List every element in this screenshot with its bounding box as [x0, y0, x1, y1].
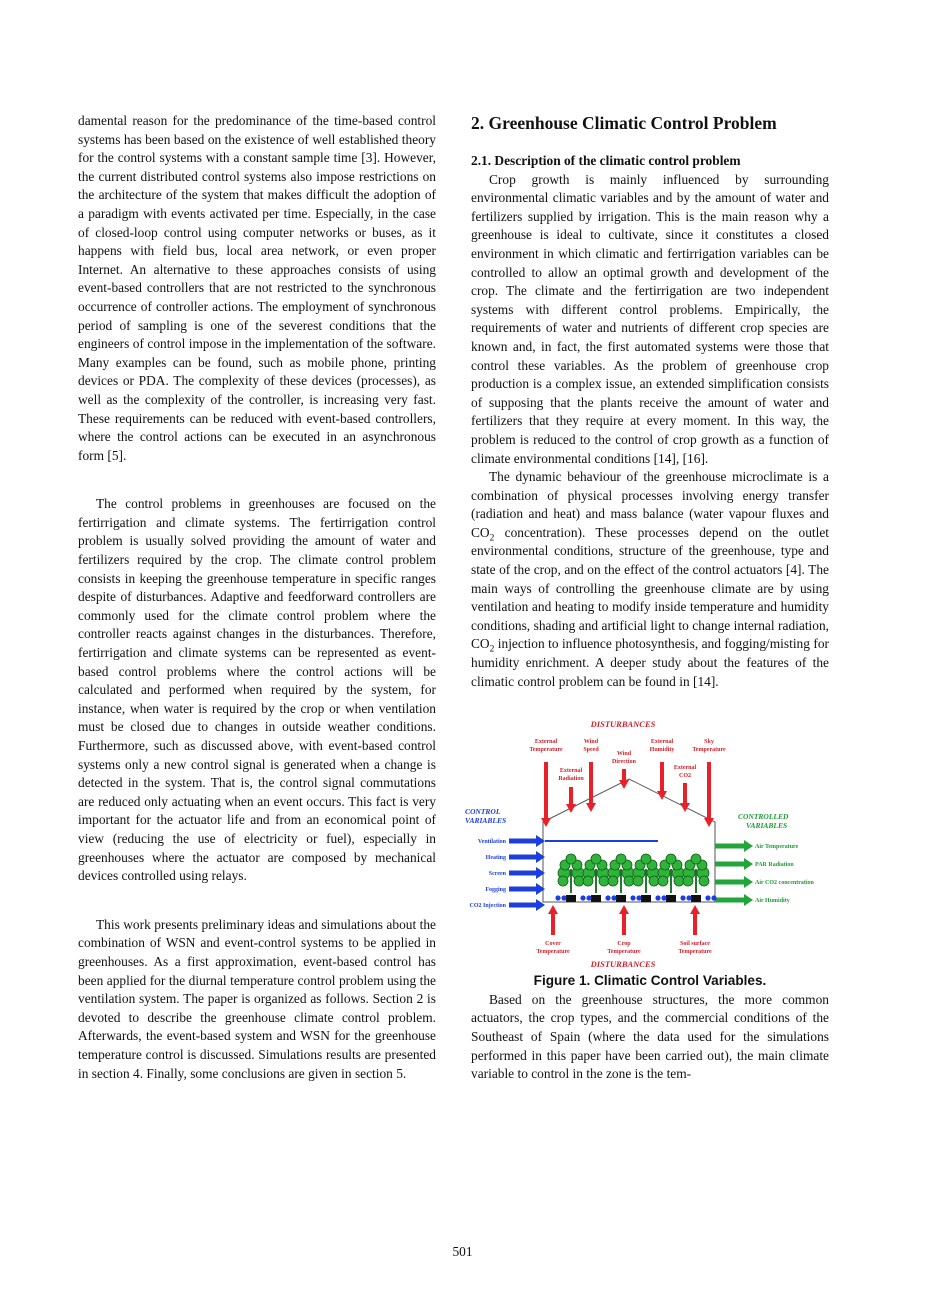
right-paragraph-3: Based on the greenhouse structures, the more common actuators, the crop types, and the commercial conditions of the Southeast of Spain (where the data used for the simulations performed in this paper have been carried out), the main climate variable to control in the zone is the tem-: [471, 991, 829, 1082]
figure-caption: Figure 1. Climatic Control Variables.: [533, 973, 767, 989]
subsection-title: 2.1. Description of the climatic control problem: [471, 153, 741, 168]
soil-dot-b-1: [586, 896, 591, 901]
arrow-soil-temperature-head: [690, 905, 700, 914]
soil-dot-b-3: [636, 896, 641, 901]
arrow-crop-temperature-head: [619, 905, 629, 914]
right-column: [465, 112, 829, 1084]
plant-pot-1: [591, 895, 601, 902]
plant-0-leaf-4: [566, 854, 576, 864]
plant-3-leaf-6: [649, 876, 659, 886]
page-number: 501: [452, 1244, 473, 1259]
plant-3-leaf-5: [633, 876, 643, 886]
plant-4-leaf-5: [658, 876, 668, 886]
input-label-1: Heating: [485, 855, 506, 862]
section-title: 2. Greenhouse Climatic Control Problem: [471, 113, 777, 133]
soil-dot-b-2: [611, 896, 616, 901]
top-label-2-line2: Direction: [612, 759, 636, 766]
output-label-3: Air Humidity: [755, 898, 790, 905]
soil-dot-0: [555, 896, 560, 901]
soil-dot-2: [605, 896, 610, 901]
top-label-0-line2: Temperature: [529, 747, 563, 754]
plant-1-leaf-4: [591, 854, 601, 864]
bottom-label-0-line2: Temperature: [536, 949, 570, 956]
mid-label-co2-line2: CO2: [679, 773, 691, 780]
output-arrow-3-head: [744, 894, 753, 906]
soil-dot-4: [655, 896, 660, 901]
plant-5-leaf-6: [699, 876, 709, 886]
controlled-variables-label: CONTROLLED: [738, 812, 789, 822]
plant-1-leaf-6: [599, 876, 609, 886]
left-paragraph-3: This work presents preliminary ideas and simulations about the combination of WSN and event-control systems to be applied in greenhouses. As a first approximation, event-based control has been applied for the diurnal temperature control problem using the ventilation system. The paper is organized as follows. Section 2 is devoted to describe the greenhouse climate control problem. Afterwards, the event-based system and WSN for the greenhouse temperature control is discussed. Simulations results are presented in section 4. Finally, some conclusions are given in section 5.: [78, 916, 436, 1081]
bottom-label-0: Cover: [545, 941, 561, 948]
plant-0-leaf-6: [574, 876, 584, 886]
plant-3-leaf-4: [641, 854, 651, 864]
plant-pot-0: [566, 895, 576, 902]
soil-dot-1: [580, 896, 585, 901]
left-paragraph-1: damental reason for the predominance of the time-based control systems has been based on the existence of well established theory for the control systems with a constant sample time [3]. However, the current distributed control systems also impose restrictions on the architecture of the system that makes difficult the adoption of a paradigm with events activated per time. Especially, in the case of closed-loop control using computer networks or buses, as it happens with field bus, local area network, or even proper Internet. An alternative to these approaches consists of using event-based controllers that are not restricted to the synchronous occurrence of controller actions. The employment of synchronous period of sampling is one of the severest conditions that the engineers of control impose in the implementation of the software. Many examples can be found, such as mobile phone, printing devices or PDA. The complexity of these devices (processes), as well as the complexity of the controller, is increasing very fast. These requirements can be reduced with event-based controllers, where the control actions can be executed in an asynchronous form [5].: [78, 113, 436, 463]
left-column: [78, 112, 436, 1083]
bottom-label-1-line2: Temperature: [607, 949, 641, 956]
bottom-label-1: Crop: [617, 941, 631, 948]
controlled-variables-label-line2: VARIABLES: [746, 821, 788, 831]
top-label-3-line2: Humidity: [649, 747, 675, 754]
arrow-cover-temperature-head: [548, 905, 558, 914]
plant-2-leaf-6: [624, 876, 634, 886]
soil-dot-b-0: [561, 896, 566, 901]
output-label-0: Air Temperature: [755, 844, 799, 851]
plant-pot-3: [641, 895, 651, 902]
greenhouse-diagram: [463, 717, 833, 972]
input-label-3: Fogging: [485, 887, 506, 894]
soil-dot-6: [705, 896, 710, 901]
plant-4-leaf-6: [674, 876, 684, 886]
plant-pot-2: [616, 895, 626, 902]
plant-5-leaf-4: [691, 854, 701, 864]
bottom-label-2-line2: Temperature: [678, 949, 712, 956]
mid-label-radiation-line2: Radiation: [558, 776, 584, 783]
plant-2-leaf-4: [616, 854, 626, 864]
right-paragraph-2: The dynamic behaviour of the greenhouse microclimate is a combination of physical processes involving energy transfer (radiation and heat) and mass balance (water vapour fluxes and $CO_2$ concentration). These processes depend on the outlet environmental conditions, structure of the greenhouse, type and state of the crop, and on the effect of the control actuators [4]. The main ways of controlling the greenhouse climate are by using ventilation and heating to modify inside temperature and humidity conditions, shading and artificial light to change internal radiation, $CO_2$ injection to influence photosynthesis, and fogging/misting for humidity enrichment. A deeper study about the features of the climatic control problem can be found in [14].: [471, 469, 829, 689]
top-label-4: Sky: [704, 739, 714, 746]
soil-dot-3: [630, 896, 635, 901]
control-variables-label: CONTROL: [465, 807, 501, 817]
right-paragraph-1: Crop growth is mainly influenced by surrounding environmental climatic variables and by the amount of water and fertilizers supplied by irrigation. This is the main reason why a greenhouse is ideal to cultivate, since it constitutes a closed environment in which climatic and fertirrigation variables can be controlled to allow an optimal growth and development of the crop. The climate and the fertirrigation are two independent systems with different control problems. Empirically, the requirements of water and nutrients of different crop species are known and, in fact, the first automated systems were those that control these variables. As the problem of greenhouse crop production is a complex issue, an extended simplification consists of supposing that the plants receive the amount of water and fertilizers that they require at every moment. In this way, the problem is reduced to the control of crop growth as a function of climate environmental conditions [14], [16].: [471, 171, 829, 466]
soil-dot-b-5: [686, 896, 691, 901]
left-paragraph-2: The control problems in greenhouses are focused on the fertirrigation and climate systems. The fertirrigation control problem is usually solved providing the amount of water and fertilizers required by the crop. The climate control problem consists in keeping the greenhouse temperature in specific ranges despite of disturbances. Adaptive and feedforward controllers are commonly used for the climate control problem where the controller reacts against changes in the disturbances. Therefore, fertirrigation and climate systems can be represented as event-based control problems where the control actions will be calculated and performed when required by the system, for instance, when water is required by the crop or when ventilation must be closed due to changes in outside weather conditions. Furthermore, such as discussed above, with event-based control systems only a new control signal is generated when a change is detected in the system. That is, the control signal commutations are reduced only actuating when an event occurs. This fact is very important for the actuator life and from an economical point of view (reducing the use of electricity or fuel), especially in greenhouses where the actuator are composed by mechanical devices controlled using relays.: [78, 496, 436, 884]
output-label-1: PAR Radiation: [755, 862, 794, 869]
top-label-1-line2: Speed: [583, 747, 599, 754]
soil-dot-5: [680, 896, 685, 901]
disturbances-top-label: DISTURBANCES: [590, 719, 656, 730]
plant-pot-4: [666, 895, 676, 902]
top-label-3: External: [650, 739, 674, 746]
soil-dot-b-6: [711, 896, 716, 901]
input-label-0: Ventilation: [477, 839, 506, 846]
climatic-control-figure: [465, 717, 829, 972]
output-arrow-2-head: [744, 876, 753, 888]
top-label-2: Wind: [616, 751, 632, 758]
top-label-1: Wind: [583, 739, 599, 746]
plant-1-leaf-5: [583, 876, 593, 886]
plant-5-leaf-5: [683, 876, 693, 886]
output-arrow-0-head: [744, 840, 753, 852]
top-label-4-line2: Temperature: [692, 747, 726, 754]
disturbances-bottom-label: DISTURBANCES: [590, 959, 656, 970]
plant-0-leaf-5: [558, 876, 568, 886]
output-arrow-1-head: [744, 858, 753, 870]
input-label-2: Screen: [488, 871, 506, 878]
mid-label-co2: External: [673, 765, 697, 772]
bottom-label-2: Soil surface: [680, 941, 710, 948]
top-label-0: External: [534, 739, 558, 746]
control-variables-label-line2: VARIABLES: [465, 816, 507, 826]
soil-dot-b-4: [661, 896, 666, 901]
plant-pot-5: [691, 895, 701, 902]
plant-4-leaf-4: [666, 854, 676, 864]
mid-label-radiation: External: [559, 768, 583, 775]
plant-2-leaf-5: [608, 876, 618, 886]
input-label-4: CO2 Injection: [469, 903, 506, 910]
output-label-2: Air CO2 concentration: [755, 880, 814, 887]
